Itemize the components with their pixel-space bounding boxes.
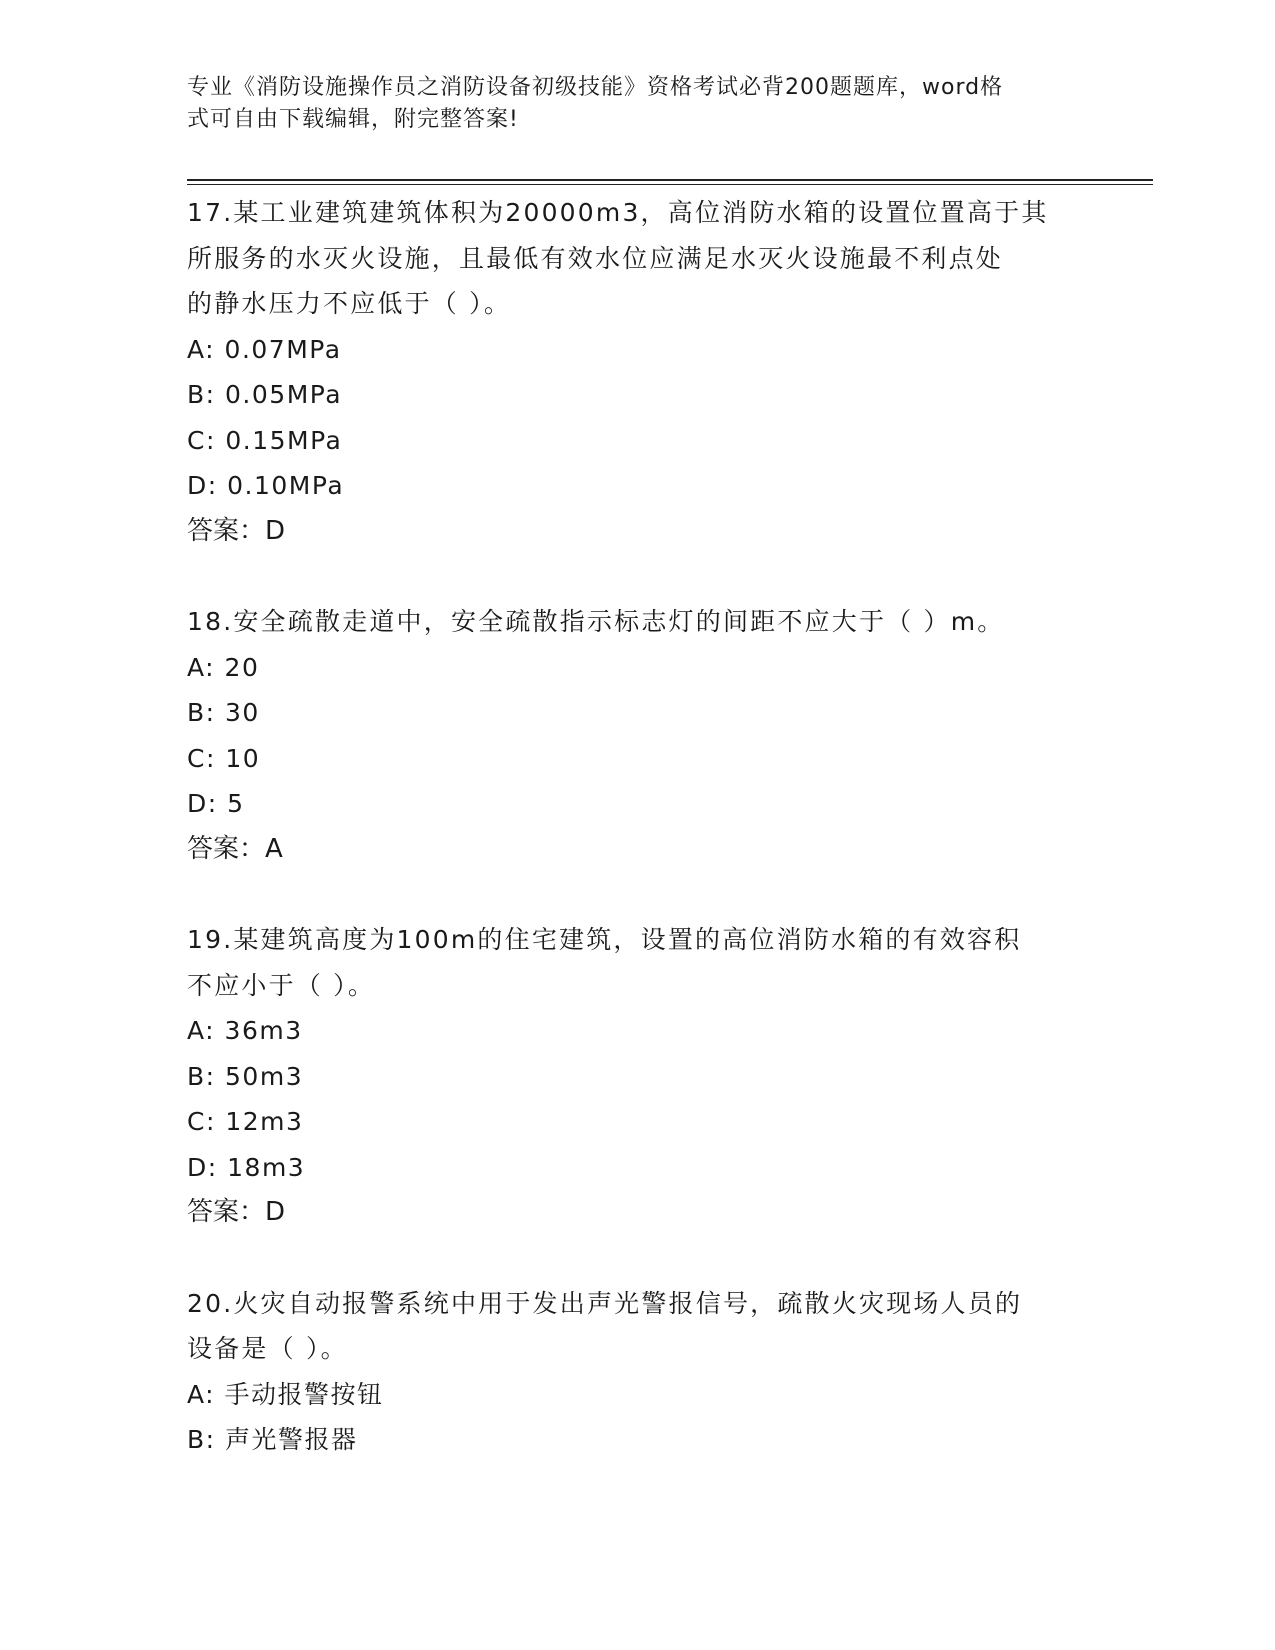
question-stem-line: 所服务的水灭火设施，且最低有效水位应满足水灭火设施最不利点处 [187,243,1004,273]
question-stem-line: 的静水压力不应低于（ ）。 [187,289,512,318]
header-line-1: 专业《消防设施操作员之消防设备初级技能》资格考试必背200题题库，word格 [187,75,1004,100]
question-stem-line: 不应小于（ ）。 [187,970,376,1000]
question-stem-line: 19.某建筑高度为100m的住宅建筑，设置的高位消防水箱的有效容积 [187,925,1022,954]
option-text: 0.15MPa [225,425,343,455]
option-text: 0.10MPa [227,471,345,500]
option-text: 20 [224,652,260,682]
option-letter: D: [187,471,218,500]
document-header [187,72,1067,136]
option-text: 10 [225,743,261,773]
option-letter: A: [187,334,216,364]
question-20 [187,1281,1087,1463]
option-text: 手动报警按钮 [224,1379,384,1409]
question-spacer [187,554,1087,599]
option-d [187,1145,1087,1191]
option-letter: C: [187,1107,216,1136]
option-text: 5 [227,789,245,818]
option-letter: A: [187,652,216,682]
option-text: 12m3 [225,1107,304,1136]
option-letter: C: [187,743,216,773]
option-a [187,327,1087,373]
option-c [187,418,1087,464]
option-text: 30 [225,698,260,727]
option-letter: D: [187,789,218,818]
option-d [187,781,1087,827]
question-stem-line: 17.某工业建筑建筑体积为20000m3，高位消防水箱的设置位置高于其 [187,198,1049,227]
header-divider-thick [187,179,1153,181]
option-a [187,645,1087,691]
option-c [187,736,1087,782]
option-letter: A: [187,1379,216,1409]
option-text: 声光警报器 [225,1425,358,1454]
option-text: 18m3 [227,1152,306,1182]
question-stem-line: 20.火灾自动报警系统中用于发出声光警报信号，疏散火灾现场人员的 [187,1288,1023,1318]
option-b [187,1054,1087,1100]
option-d [187,463,1087,509]
question-spacer [187,1236,1087,1281]
option-letter: B: [187,698,216,727]
question-18 [187,599,1087,872]
question-19 [187,917,1087,1236]
option-text: 0.07MPa [224,334,342,364]
answer-label: 答案：D [187,1197,286,1227]
option-letter: C: [187,425,216,455]
option-text: 50m3 [225,1061,304,1091]
option-text: 0.05MPa [225,380,343,409]
question-spacer [187,872,1087,917]
option-text: 36m3 [224,1016,303,1045]
option-c [187,1099,1087,1145]
option-b [187,1417,1087,1463]
option-letter: D: [187,1152,218,1182]
question-list [187,190,1087,1463]
option-a [187,1372,1087,1418]
header-divider-thin [187,184,1153,185]
question-stem-line: 设备是（ ）。 [187,1334,348,1363]
question-stem-line: 18.安全疏散走道中，安全疏散指示标志灯的间距不应大于（ ）m。 [187,607,1005,636]
header-line-2: 式可自由下载编辑，附完整答案! [187,107,519,132]
option-b [187,690,1087,736]
option-letter: B: [187,1425,216,1454]
answer-label: 答案：A [187,833,283,864]
answer-label: 答案：D [187,515,286,546]
option-letter: B: [187,1061,216,1091]
option-a [187,1008,1087,1054]
option-letter: A: [187,1016,216,1045]
option-b [187,372,1087,418]
option-letter: B: [187,380,216,409]
question-17 [187,190,1087,554]
